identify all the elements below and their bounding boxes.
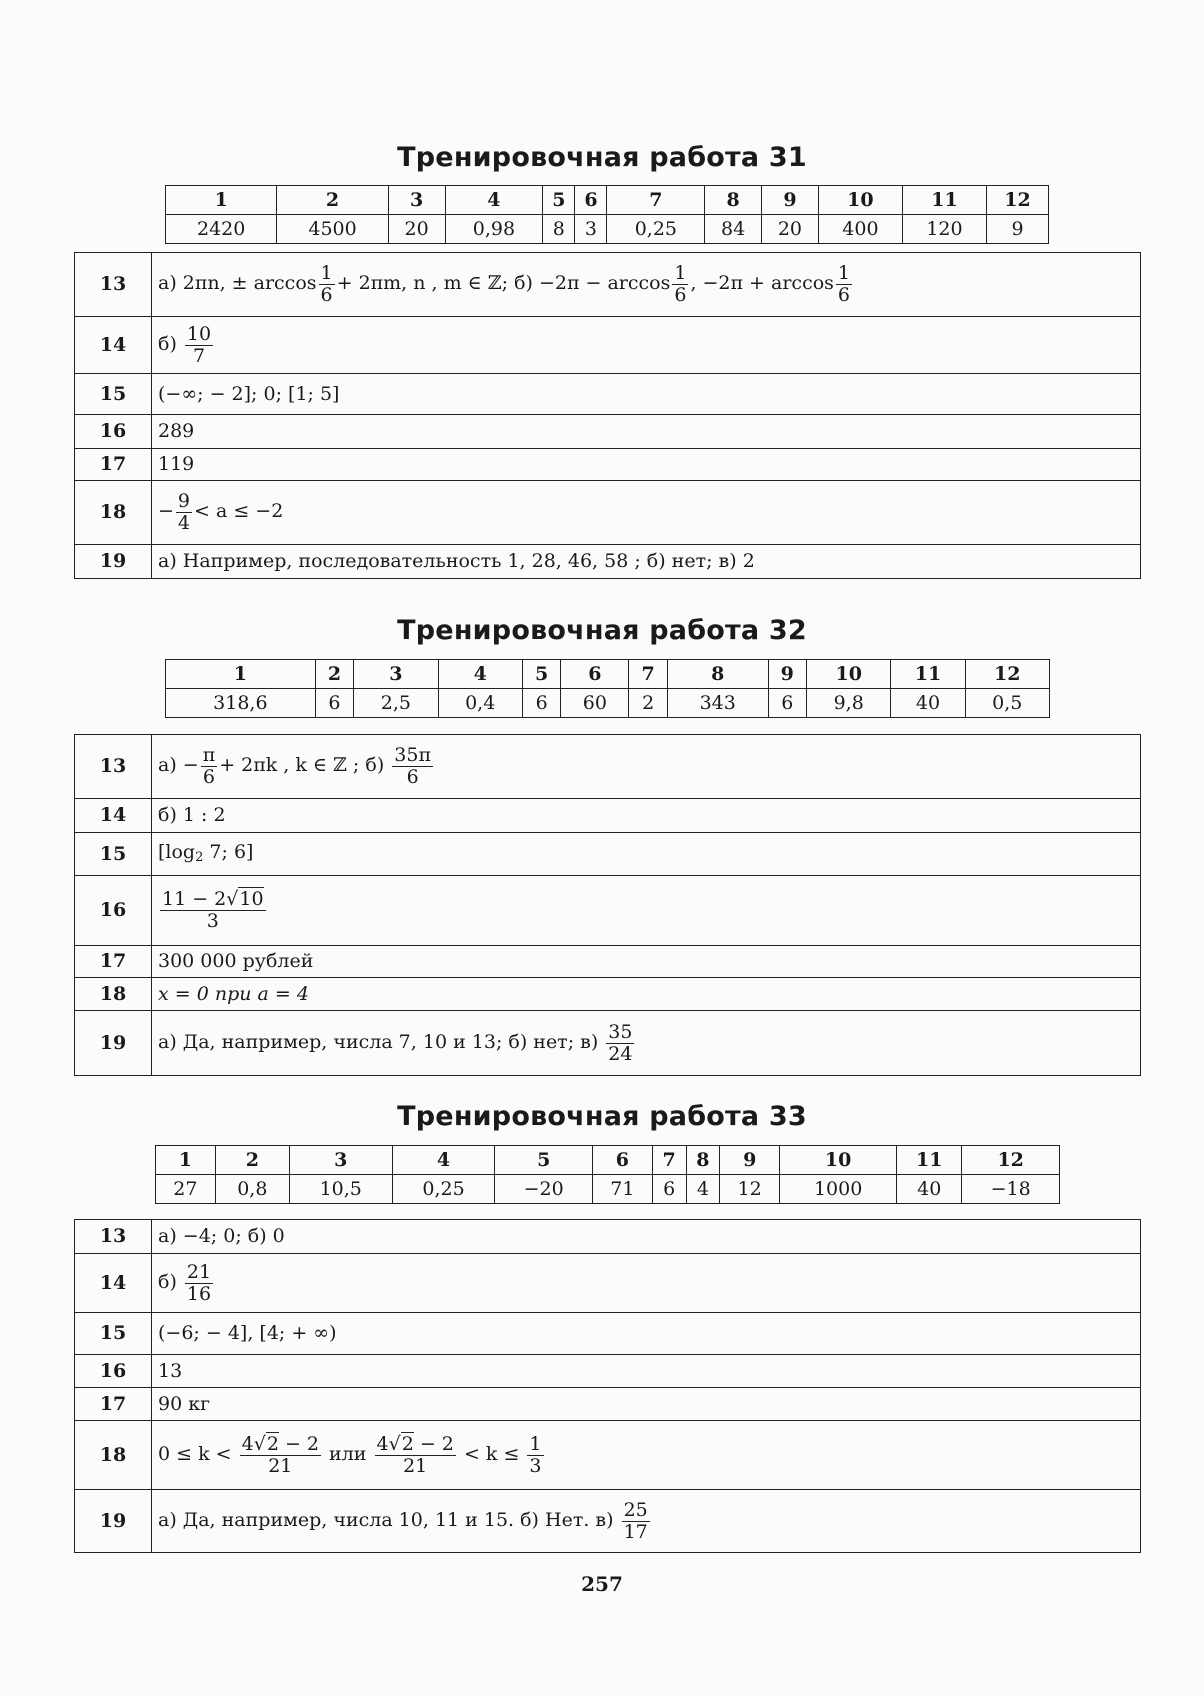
sqrt-radicand: 10	[239, 888, 264, 911]
table-row	[75, 1220, 1141, 1254]
denominator: 4	[177, 512, 191, 534]
task-answer: 13	[152, 1355, 1141, 1388]
table-row	[75, 1313, 1141, 1355]
task-number: 14	[75, 1254, 152, 1313]
sqrt-radicand: 2	[401, 1432, 414, 1455]
task-number: 19	[75, 545, 152, 579]
denominator: 21	[403, 1454, 428, 1477]
answer-text: или	[329, 1443, 367, 1465]
answer-text: 4	[241, 1432, 254, 1455]
numerator: 1	[837, 262, 850, 285]
answer-text: 11 − 2	[162, 888, 227, 911]
table-row	[75, 1388, 1141, 1421]
task-answer: 0,25	[607, 215, 705, 244]
task-number: 2	[277, 186, 388, 215]
table-row	[75, 735, 1141, 799]
task-answer: 318,6	[166, 689, 316, 718]
table-row	[75, 1355, 1141, 1388]
denominator: 6	[406, 766, 419, 788]
task-answer: 2420	[166, 215, 277, 244]
task-answer	[152, 1421, 1141, 1490]
task-answer: 84	[705, 215, 762, 244]
fraction	[185, 324, 213, 366]
task-answer: 1000	[780, 1175, 897, 1204]
task-answer: 4	[686, 1175, 720, 1204]
task-answer: 6	[768, 689, 806, 718]
task-answer: 20	[762, 215, 819, 244]
denominator: 6	[837, 284, 850, 306]
fraction	[392, 745, 433, 787]
task-number: 4	[438, 660, 522, 689]
fraction	[176, 491, 192, 533]
task-number: 14	[75, 799, 152, 833]
task-answer: 0,5	[965, 689, 1049, 718]
task-number: 14	[75, 317, 152, 374]
task-number: 5	[543, 186, 575, 215]
fraction	[836, 263, 852, 305]
answer-text: б)	[158, 1271, 177, 1293]
long-answers-table-31	[74, 252, 1141, 579]
task-number: 12	[962, 1146, 1060, 1175]
task-number: 13	[75, 253, 152, 317]
denominator: 3	[206, 910, 219, 932]
task-number: 8	[705, 186, 762, 215]
task-answer: 12	[720, 1175, 780, 1204]
task-number: 5	[522, 660, 560, 689]
long-answers-table-33	[74, 1219, 1141, 1553]
answer-text: + 2πk , k ∈ ℤ ; б)	[219, 754, 385, 777]
task-answer	[152, 317, 1141, 374]
table-row	[166, 215, 1049, 244]
fraction	[672, 263, 688, 305]
task-answer	[152, 253, 1141, 317]
task-number: 17	[75, 946, 152, 978]
denominator: 21	[268, 1454, 293, 1477]
task-number: 3	[354, 660, 438, 689]
answer-text: − 2	[413, 1432, 454, 1455]
task-answer: 120	[902, 215, 986, 244]
section-title-33: Тренировочная работа 33	[397, 1101, 807, 1132]
task-number: 18	[75, 481, 152, 545]
task-answer: 0,4	[438, 689, 522, 718]
task-number: 15	[75, 1313, 152, 1355]
task-number: 16	[75, 876, 152, 946]
task-answer	[152, 481, 1141, 545]
answer-text: , −2π + arccos	[690, 272, 834, 295]
table-row	[75, 833, 1141, 876]
task-number: 12	[965, 660, 1049, 689]
task-answer: 9	[987, 215, 1049, 244]
numerator: π	[202, 744, 216, 767]
answer-text: + 2πm, n , m ∈ ℤ; б) −2π − arccos	[336, 272, 671, 295]
fraction	[240, 1434, 321, 1476]
fraction	[185, 1262, 213, 1304]
task-number: 19	[75, 1490, 152, 1553]
task-number: 10	[818, 186, 902, 215]
task-number: 7	[607, 186, 705, 215]
table-row	[75, 253, 1141, 317]
table-row	[75, 1490, 1141, 1553]
task-number: 1	[166, 186, 277, 215]
answer-text: < k ≤	[463, 1443, 520, 1465]
denominator: 7	[192, 344, 206, 367]
task-number: 6	[561, 660, 629, 689]
task-answer: 0,98	[445, 215, 543, 244]
task-number: 10	[807, 660, 891, 689]
task-answer: 8	[543, 215, 575, 244]
table-row	[75, 415, 1141, 449]
task-number: 3	[388, 186, 445, 215]
task-number: 6	[575, 186, 607, 215]
section-title-32: Тренировочная работа 32	[397, 615, 807, 646]
task-answer: 27	[156, 1175, 216, 1204]
task-answer: (−6; − 4], [4; + ∞)	[152, 1313, 1141, 1355]
task-answer: 2,5	[354, 689, 438, 718]
answer-text: а) −	[158, 754, 199, 777]
task-answer: 90 кг	[152, 1388, 1141, 1421]
task-answer: 289	[152, 415, 1141, 449]
task-answer: 343	[667, 689, 768, 718]
answer-text: 4	[376, 1432, 389, 1455]
table-row	[156, 1146, 1060, 1175]
denominator: 17	[623, 1520, 648, 1543]
task-answer: −18	[962, 1175, 1060, 1204]
task-number: 1	[166, 660, 316, 689]
answer-text: − 2	[278, 1432, 319, 1455]
task-number: 8	[686, 1146, 720, 1175]
answer-text: а) Да, например, числа 10, 11 и 15. б) Нет. в)	[158, 1509, 614, 1531]
task-answer: а) −4; 0; б) 0	[152, 1220, 1141, 1254]
numerator: 4√2 − 2	[241, 1432, 319, 1455]
task-answer: 3	[575, 215, 607, 244]
denominator: 16	[186, 1282, 212, 1305]
numerator: 10	[186, 322, 212, 345]
numerator: 35	[608, 1020, 633, 1043]
table-row	[75, 449, 1141, 481]
denominator: 6	[674, 284, 687, 306]
task-answer: 9,8	[807, 689, 891, 718]
short-answers-table-33	[155, 1145, 1060, 1204]
task-number: 1	[156, 1146, 216, 1175]
task-answer	[152, 1490, 1141, 1553]
short-answers-table-31	[165, 185, 1049, 244]
fraction	[201, 745, 218, 787]
table-row	[75, 876, 1141, 946]
answer-text: 0 ≤ k <	[158, 1443, 232, 1465]
task-answer: 6	[652, 1175, 686, 1204]
answer-text: [log	[158, 841, 196, 864]
table-row	[75, 545, 1141, 579]
answer-text: −	[158, 500, 174, 523]
table-row	[75, 481, 1141, 545]
short-answers-table-32	[165, 659, 1050, 718]
table-row	[75, 978, 1141, 1011]
numerator: 4√2 − 2	[376, 1432, 454, 1455]
answer-text: а) 2πn, ± arccos	[158, 272, 317, 295]
denominator: 6	[320, 284, 333, 306]
table-row	[75, 1421, 1141, 1490]
table-row	[156, 1175, 1060, 1204]
task-number: 13	[75, 735, 152, 799]
denominator: 3	[529, 1454, 542, 1477]
fraction	[622, 1500, 650, 1542]
page-number: 257	[581, 1572, 623, 1596]
numerator: 9	[177, 490, 191, 513]
task-answer	[152, 1254, 1141, 1313]
task-number: 9	[720, 1146, 780, 1175]
task-number: 16	[75, 415, 152, 449]
fraction	[606, 1022, 634, 1064]
numerator: 21	[186, 1260, 212, 1283]
task-number: 17	[75, 449, 152, 481]
task-number: 4	[445, 186, 543, 215]
task-answer	[152, 1011, 1141, 1076]
table-row	[75, 1254, 1141, 1313]
task-answer: 6	[522, 689, 560, 718]
task-number: 17	[75, 1388, 152, 1421]
section-title-31: Тренировочная работа 31	[397, 142, 807, 173]
table-row	[166, 689, 1050, 718]
task-answer: 71	[592, 1175, 652, 1204]
table-row	[75, 317, 1141, 374]
task-answer: 40	[897, 1175, 962, 1204]
task-answer: 4500	[277, 215, 388, 244]
task-answer: а) Например, последовательность 1, 28, 46, 58 ; б) нет; в) 2	[152, 545, 1141, 579]
task-answer: 2	[629, 689, 667, 718]
table-row	[75, 1011, 1141, 1076]
table-row	[75, 799, 1141, 833]
task-answer: 0,8	[215, 1175, 289, 1204]
task-answer: 300 000 рублей	[152, 946, 1141, 978]
fraction	[375, 1434, 456, 1476]
numerator: 25	[623, 1498, 648, 1521]
table-row	[75, 946, 1141, 978]
task-number: 19	[75, 1011, 152, 1076]
task-answer: 400	[818, 215, 902, 244]
numerator: 35π	[394, 744, 431, 767]
task-answer	[152, 876, 1141, 946]
task-number: 8	[667, 660, 768, 689]
task-number: 9	[762, 186, 819, 215]
denominator: 24	[608, 1042, 633, 1065]
task-answer	[152, 833, 1141, 876]
task-answer: 20	[388, 215, 445, 244]
task-number: 7	[629, 660, 667, 689]
fraction	[527, 1434, 543, 1476]
subscript: 2	[195, 850, 204, 866]
task-number: 15	[75, 374, 152, 415]
task-answer: −20	[495, 1175, 593, 1204]
answer-text: а) Да, например, числа 7, 10 и 13; б) нет; в)	[158, 1031, 599, 1053]
task-answer: 119	[152, 449, 1141, 481]
task-answer: б) 1 : 2	[152, 799, 1141, 833]
task-answer: 6	[315, 689, 353, 718]
fraction	[160, 889, 266, 931]
table-row	[166, 660, 1050, 689]
numerator: 11 − 2√10	[162, 888, 264, 911]
task-number: 11	[902, 186, 986, 215]
task-number: 10	[780, 1146, 897, 1175]
task-number: 2	[315, 660, 353, 689]
sqrt-radicand: 2	[266, 1432, 279, 1455]
task-number: 2	[215, 1146, 289, 1175]
task-number: 12	[987, 186, 1049, 215]
task-number: 15	[75, 833, 152, 876]
numerator: 1	[529, 1432, 542, 1455]
task-number: 11	[891, 660, 965, 689]
numerator: 1	[674, 262, 687, 285]
task-number: 13	[75, 1220, 152, 1254]
denominator: 6	[202, 766, 215, 788]
task-answer: 10,5	[289, 1175, 392, 1204]
task-number: 18	[75, 978, 152, 1011]
task-number: 16	[75, 1355, 152, 1388]
task-number: 11	[897, 1146, 962, 1175]
task-answer: (−∞; − 2]; 0; [1; 5]	[152, 374, 1141, 415]
task-number: 5	[495, 1146, 593, 1175]
task-answer	[152, 735, 1141, 799]
task-number: 7	[652, 1146, 686, 1175]
fraction	[319, 263, 335, 305]
answer-text: 7; 6]	[203, 841, 254, 864]
answer-text: < a ≤ −2	[194, 500, 284, 523]
table-row	[166, 186, 1049, 215]
table-row	[75, 374, 1141, 415]
task-number: 9	[768, 660, 806, 689]
task-answer: 0,25	[392, 1175, 495, 1204]
task-number: 3	[289, 1146, 392, 1175]
numerator: 1	[320, 262, 333, 285]
task-answer: 40	[891, 689, 965, 718]
task-answer: x = 0 при a = 4	[152, 978, 1141, 1011]
long-answers-table-32	[74, 734, 1141, 1076]
task-number: 4	[392, 1146, 495, 1175]
task-answer: 60	[561, 689, 629, 718]
answer-text: б)	[158, 333, 177, 355]
task-number: 18	[75, 1421, 152, 1490]
task-number: 6	[592, 1146, 652, 1175]
